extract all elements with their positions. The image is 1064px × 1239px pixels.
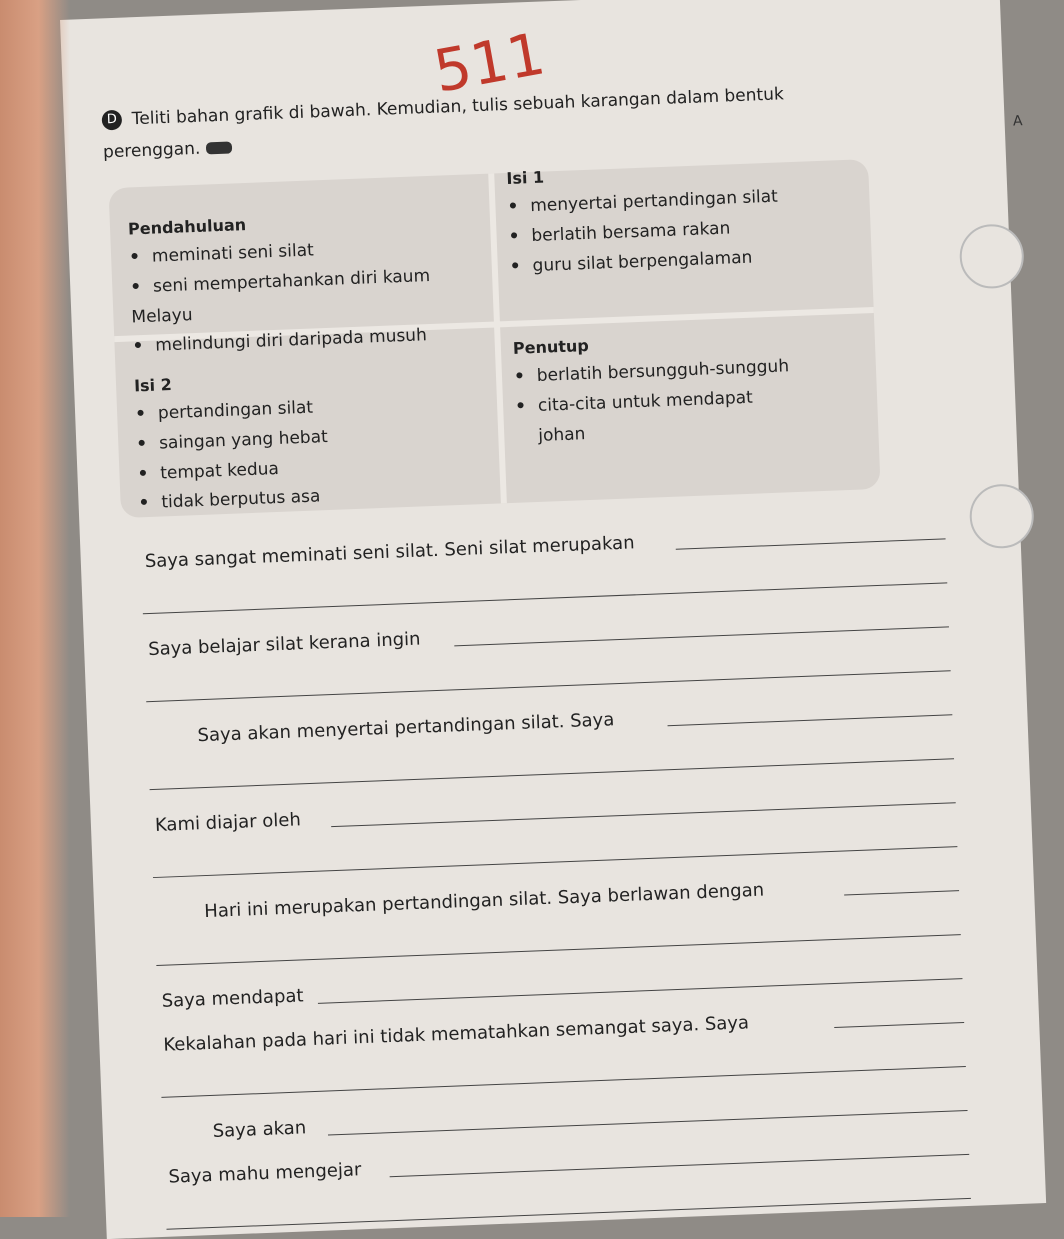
answer-line[interactable] xyxy=(834,1022,964,1028)
answer-line[interactable] xyxy=(844,890,959,895)
instruction-marker: D xyxy=(102,110,123,131)
binder-hole xyxy=(969,483,1035,549)
list-item: • tempat kedua xyxy=(137,446,498,490)
list-item: • melindungi diri daripada musuh xyxy=(132,319,493,363)
binder-hole xyxy=(959,223,1025,289)
list-item: • guru silat berpengalaman xyxy=(509,239,870,283)
section-isi2 xyxy=(134,359,499,520)
section-title: Isi 1 xyxy=(506,167,545,188)
worksheet-page xyxy=(60,0,1046,1239)
instruction-text: Teliti bahan grafik di bawah. Kemudian, tulis sebuah karangan dalam bentuk perenggan. xyxy=(102,84,785,163)
answer-line[interactable] xyxy=(166,1198,970,1230)
list-item: • meminati seni silat xyxy=(129,230,490,274)
finger-shadow xyxy=(0,0,70,1217)
section-penutup xyxy=(512,321,876,452)
list-item: • seni mempertahankan diri kaum xyxy=(130,259,491,303)
list-item: • cita-cita untuk mendapat xyxy=(515,379,876,423)
prompt-text: Saya mendapat xyxy=(161,985,304,1012)
prompt-text: Saya akan xyxy=(212,1117,307,1142)
prompt-text: Kekalahan pada hari ini tidak mematahkan semangat saya. Saya xyxy=(163,1012,750,1056)
prompt-text: Saya sangat meminati seni silat. Seni silat merupakan xyxy=(144,532,635,573)
writing-area xyxy=(120,501,976,1236)
prompt-text: Hari ini merupakan pertandingan silat. Saya berlawan dengan xyxy=(203,879,765,923)
prompt-text: Saya belajar silat kerana ingin xyxy=(147,628,421,661)
section-title: Penutup xyxy=(512,335,590,358)
prompt-text: Kami diajar oleh xyxy=(154,809,302,836)
list-item: • berlatih bersungguh-sungguh xyxy=(513,349,874,393)
handwritten-page-number: 511 xyxy=(428,19,550,106)
list-item: • berlatih bersama rakan xyxy=(508,209,869,253)
outline-panel xyxy=(108,159,880,518)
scribble-mark xyxy=(206,142,232,155)
list-item: Melayu xyxy=(131,304,193,327)
list-item: johan xyxy=(537,423,586,446)
list-item: • menyertai pertandingan silat xyxy=(507,179,868,223)
section-title: Isi 2 xyxy=(133,374,173,396)
section-pendahuluan xyxy=(128,202,493,363)
prompt-text: Saya mahu mengejar xyxy=(168,1159,362,1188)
side-tab-label: A xyxy=(1012,113,1023,130)
section-title: Pendahuluan xyxy=(127,215,247,239)
prompt-text: Saya akan menyertai pertandingan silat. Saya xyxy=(197,709,615,747)
list-item: • tidak berputus asa xyxy=(138,476,499,520)
list-item: • saingan yang hebat xyxy=(136,416,497,460)
list-item: • pertandingan silat xyxy=(135,387,496,431)
section-isi1 xyxy=(506,151,870,282)
